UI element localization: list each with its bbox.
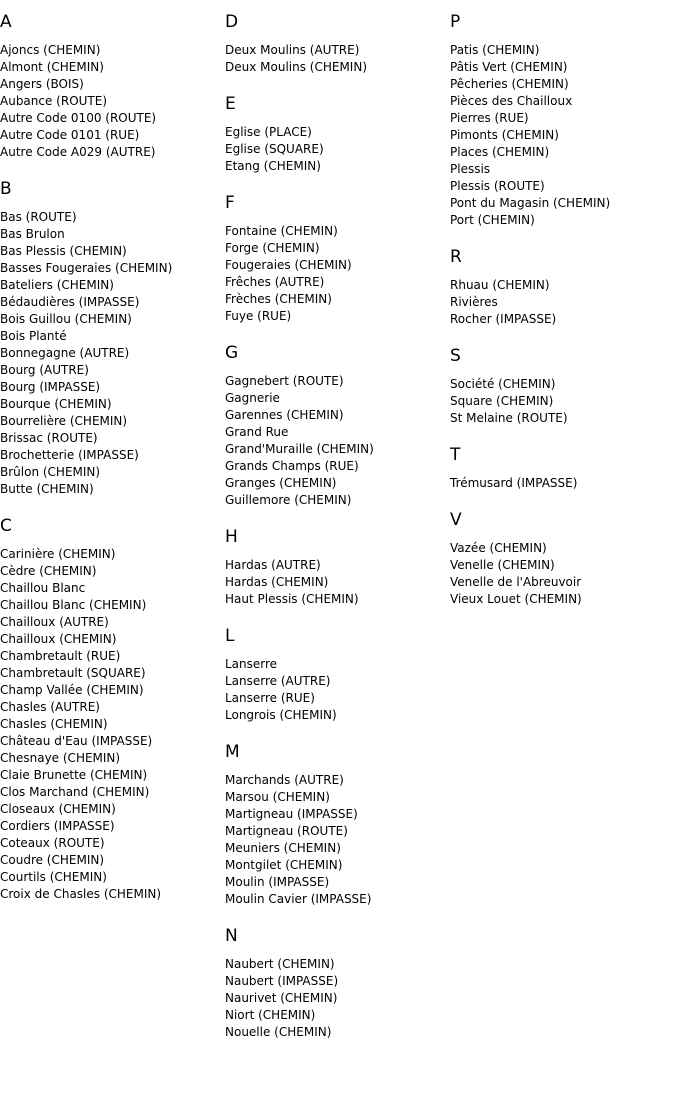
street-link[interactable]: Fontaine (CHEMIN) [225, 224, 338, 238]
letter-section-r [450, 247, 675, 328]
street-link[interactable]: Butte (CHEMIN) [0, 482, 94, 496]
letter-section-b [0, 179, 225, 498]
letter-heading: R [450, 247, 462, 267]
street-link[interactable]: Deux Moulins (AUTRE) [225, 43, 360, 57]
street-link[interactable]: Eglise (SQUARE) [225, 142, 324, 156]
street-link[interactable]: Château d'Eau (IMPASSE) [0, 734, 153, 748]
street-link[interactable]: Chasles (CHEMIN) [0, 717, 108, 731]
street-link[interactable]: Port (CHEMIN) [450, 213, 535, 227]
letter-heading: H [225, 527, 238, 547]
street-list [225, 124, 450, 175]
street-list [225, 956, 450, 1041]
letter-heading: D [225, 12, 239, 32]
street-link[interactable]: Bas Plessis (CHEMIN) [0, 244, 127, 258]
street-link[interactable]: Gagnerie [225, 391, 280, 405]
street-link[interactable]: Bourque (CHEMIN) [0, 397, 112, 411]
street-link[interactable]: Granges (CHEMIN) [225, 476, 337, 490]
street-list [0, 209, 225, 498]
street-list [225, 656, 450, 724]
street-link[interactable]: Guillemore (CHEMIN) [225, 493, 352, 507]
letter-section-a [0, 12, 225, 161]
street-link[interactable]: Grand Rue [225, 425, 289, 439]
letter-heading: F [225, 193, 235, 213]
street-link[interactable]: Nouelle (CHEMIN) [225, 1025, 332, 1039]
street-link[interactable]: Chambretault (RUE) [0, 649, 121, 663]
street-link[interactable]: Hardas (CHEMIN) [225, 575, 329, 589]
street-link[interactable]: Cèdre (CHEMIN) [0, 564, 97, 578]
letter-section-m [225, 742, 450, 908]
street-link[interactable]: Coudre (CHEMIN) [0, 853, 105, 867]
street-link[interactable]: Garennes (CHEMIN) [225, 408, 344, 422]
street-link[interactable]: Patis (CHEMIN) [450, 43, 540, 57]
street-link[interactable]: Chasles (AUTRE) [0, 700, 100, 714]
street-link[interactable]: Vazée (CHEMIN) [450, 541, 547, 555]
street-link[interactable]: Deux Moulins (CHEMIN) [225, 60, 368, 74]
letter-section-f [225, 193, 450, 325]
street-link[interactable]: Montgilet (CHEMIN) [225, 858, 343, 872]
street-link[interactable]: Bois Guillou (CHEMIN) [0, 312, 132, 326]
street-list [225, 557, 450, 608]
letter-section-d [225, 12, 450, 76]
letter-section-h [225, 527, 450, 608]
letter-heading: N [225, 926, 238, 946]
street-link[interactable]: Moulin (IMPASSE) [225, 875, 330, 889]
letter-heading: E [225, 94, 236, 114]
street-link[interactable]: Courtils (CHEMIN) [0, 870, 107, 884]
street-link[interactable]: Chailloux (AUTRE) [0, 615, 109, 629]
street-link[interactable]: Clos Marchand (CHEMIN) [0, 785, 150, 799]
letter-heading: L [225, 626, 235, 646]
street-link[interactable]: Gagnebert (ROUTE) [225, 374, 344, 388]
letter-heading: B [0, 179, 12, 199]
street-link[interactable]: Forge (CHEMIN) [225, 241, 320, 255]
street-link[interactable]: Longrois (CHEMIN) [225, 708, 337, 722]
street-link[interactable]: Eglise (PLACE) [225, 125, 312, 139]
street-link[interactable]: Pièces des Chailloux [450, 94, 573, 108]
street-list [450, 475, 675, 492]
street-link[interactable]: Lanserre (AUTRE) [225, 674, 331, 688]
street-link[interactable]: Pâtis Vert (CHEMIN) [450, 60, 568, 74]
street-link[interactable]: Croix de Chasles (CHEMIN) [0, 887, 162, 901]
street-column-2 [225, 0, 450, 1059]
street-link[interactable]: Bourg (IMPASSE) [0, 380, 101, 394]
street-link[interactable]: Pimonts (CHEMIN) [450, 128, 559, 142]
street-link[interactable]: Bédaudières (IMPASSE) [0, 295, 140, 309]
street-link[interactable]: Frêches (AUTRE) [225, 275, 325, 289]
street-column-1 [0, 0, 225, 921]
letter-heading: T [450, 445, 461, 465]
street-link[interactable]: Pont du Magasin (CHEMIN) [450, 196, 611, 210]
street-link[interactable]: Venelle de l'Abreuvoir [450, 575, 582, 589]
street-link[interactable]: Naurivet (CHEMIN) [225, 991, 338, 1005]
street-link[interactable]: Bourrelière (CHEMIN) [0, 414, 128, 428]
letter-section-s [450, 346, 675, 427]
street-link[interactable]: Plessis [450, 162, 491, 176]
street-link[interactable]: Société (CHEMIN) [450, 377, 556, 391]
street-list [0, 42, 225, 161]
street-column-3 [450, 0, 675, 626]
letter-section-v [450, 510, 675, 608]
street-link[interactable]: Champ Vallée (CHEMIN) [0, 683, 144, 697]
street-link[interactable]: Places (CHEMIN) [450, 145, 550, 159]
street-link[interactable]: Marsou (CHEMIN) [225, 790, 330, 804]
street-link[interactable]: Autre Code A029 (AUTRE) [0, 145, 156, 159]
street-link[interactable]: Bourg (AUTRE) [0, 363, 89, 377]
street-link[interactable]: Fuye (RUE) [225, 309, 292, 323]
street-link[interactable]: Chaillou Blanc (CHEMIN) [0, 598, 147, 612]
street-link[interactable]: Chesnaye (CHEMIN) [0, 751, 121, 765]
street-link[interactable]: Hardas (AUTRE) [225, 558, 321, 572]
letter-heading: A [0, 12, 12, 32]
street-link[interactable]: Vieux Louet (CHEMIN) [450, 592, 582, 606]
letter-section-n [225, 926, 450, 1041]
street-link[interactable]: Lanserre [225, 657, 278, 671]
street-link[interactable]: Autre Code 0100 (ROUTE) [0, 111, 157, 125]
letter-heading: C [0, 516, 12, 536]
street-link[interactable]: Naubert (CHEMIN) [225, 957, 335, 971]
street-link[interactable]: Angers (BOIS) [0, 77, 84, 91]
street-link[interactable]: Frèches (CHEMIN) [225, 292, 332, 306]
street-link[interactable]: Chailloux (CHEMIN) [0, 632, 117, 646]
street-link[interactable]: Naubert (IMPASSE) [225, 974, 339, 988]
letter-heading: S [450, 346, 461, 366]
street-link[interactable]: Brissac (ROUTE) [0, 431, 98, 445]
street-link[interactable]: Chaillou Blanc [0, 581, 86, 595]
street-link[interactable]: Ajoncs (CHEMIN) [0, 43, 101, 57]
street-link[interactable]: Pierres (RUE) [450, 111, 529, 125]
street-link[interactable]: Bas Brulon [0, 227, 65, 241]
street-link[interactable]: Bateliers (CHEMIN) [0, 278, 114, 292]
letter-heading: M [225, 742, 240, 762]
street-list [0, 546, 225, 903]
street-link[interactable]: Basses Fougeraies (CHEMIN) [0, 261, 173, 275]
street-link[interactable]: Grand'Muraille (CHEMIN) [225, 442, 374, 456]
street-link[interactable]: Meuniers (CHEMIN) [225, 841, 341, 855]
street-link[interactable]: Pêcheries (CHEMIN) [450, 77, 569, 91]
street-link[interactable]: Closeaux (CHEMIN) [0, 802, 116, 816]
street-link[interactable]: Marchands (AUTRE) [225, 773, 344, 787]
street-list [450, 42, 675, 229]
letter-heading: V [450, 510, 462, 530]
street-link[interactable]: Fougeraies (CHEMIN) [225, 258, 352, 272]
letter-heading: G [225, 343, 239, 363]
street-link[interactable]: Bonnegagne (AUTRE) [0, 346, 130, 360]
street-link[interactable]: Rhuau (CHEMIN) [450, 278, 550, 292]
street-link[interactable]: Coteaux (ROUTE) [0, 836, 105, 850]
street-link[interactable]: Brochetterie (IMPASSE) [0, 448, 139, 462]
street-link[interactable]: Haut Plessis (CHEMIN) [225, 592, 359, 606]
street-link[interactable]: St Melaine (ROUTE) [450, 411, 568, 425]
street-link[interactable]: Cordiers (IMPASSE) [0, 819, 115, 833]
street-link[interactable]: Bois Planté [0, 329, 67, 343]
street-link[interactable]: Lanserre (RUE) [225, 691, 315, 705]
letter-section-e [225, 94, 450, 175]
street-list [450, 277, 675, 328]
street-list [225, 373, 450, 509]
street-list [450, 376, 675, 427]
letter-section-c [0, 516, 225, 903]
street-link[interactable]: Carinière (CHEMIN) [0, 547, 116, 561]
street-link[interactable]: Rocher (IMPASSE) [450, 312, 557, 326]
letter-section-g [225, 343, 450, 509]
street-link[interactable]: Almont (CHEMIN) [0, 60, 104, 74]
street-link[interactable]: Autre Code 0101 (RUE) [0, 128, 140, 142]
letter-section-t [450, 445, 675, 492]
street-link[interactable]: Moulin Cavier (IMPASSE) [225, 892, 372, 906]
street-link[interactable]: Venelle (CHEMIN) [450, 558, 555, 572]
street-link[interactable]: Martigneau (ROUTE) [225, 824, 348, 838]
street-link[interactable]: Bas (ROUTE) [0, 210, 77, 224]
street-link[interactable]: Aubance (ROUTE) [0, 94, 108, 108]
street-link[interactable]: Plessis (ROUTE) [450, 179, 545, 193]
street-list [225, 223, 450, 325]
street-link[interactable]: Etang (CHEMIN) [225, 159, 321, 173]
letter-section-l [225, 626, 450, 724]
street-list [450, 540, 675, 608]
street-link[interactable]: Trémusard (IMPASSE) [450, 476, 578, 490]
street-link[interactable]: Chambretault (SQUARE) [0, 666, 146, 680]
street-link[interactable]: Niort (CHEMIN) [225, 1008, 316, 1022]
street-list [225, 772, 450, 908]
street-link[interactable]: Grands Champs (RUE) [225, 459, 359, 473]
letter-section-p [450, 12, 675, 229]
street-link[interactable]: Claie Brunette (CHEMIN) [0, 768, 148, 782]
street-link[interactable]: Brûlon (CHEMIN) [0, 465, 101, 479]
street-link[interactable]: Square (CHEMIN) [450, 394, 554, 408]
street-list [225, 42, 450, 76]
street-link[interactable]: Rivières [450, 295, 498, 309]
street-link[interactable]: Martigneau (IMPASSE) [225, 807, 358, 821]
letter-heading: P [450, 12, 461, 32]
